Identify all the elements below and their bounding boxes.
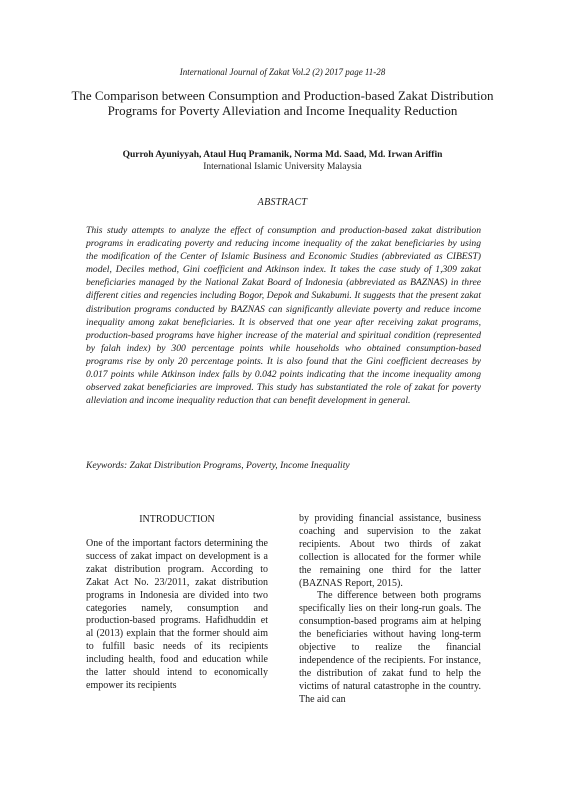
author-affiliation: International Islamic University Malaysia	[203, 162, 362, 172]
introduction-heading: INTRODUCTION	[139, 514, 215, 525]
paper-title: The Comparison between Consumption and Production-based Zakat Distribution Programs for Poverty Alleviation and Income Inequality Reduction	[71, 88, 494, 118]
journal-header: International Journal of Zakat Vol.2 (2) 2017 page 11-28	[179, 67, 386, 77]
abstract-heading: ABSTRACT	[257, 197, 308, 208]
body-column-left	[86, 538, 268, 693]
intro-paragraph-1: One of the important factors determining the success of zakat impact on development is a zakat distribution program. According to Zakat Act No. 23/2011, zakat distribution programs in Indonesia are divided into two categories namely, consumption and production-based programs. Hafidhuddin et al (2013) explain that the former should aim to fulfill basic needs of its recipients including health, food and education while the latter should intend to economically empower its recipients	[86, 538, 268, 691]
intro-paragraph-1-cont: by providing financial assistance, business coaching and supervision to the zakat recipients. About two thirds of zakat collection is allocated for the former while the remaining one third for the latter (BAZNAS Report, 2015).	[299, 513, 481, 589]
keywords-line: Keywords: Zakat Distribution Programs, Poverty, Income Inequality	[86, 460, 350, 471]
abstract-text: This study attempts to analyze the effect of consumption and production-based zakat distribution programs in eradicating poverty and reducing income inequality of the zakat beneficiaries by using the modification of the Center of Islamic Business and Economic Studies (abbreviated as CIBEST) model, Deciles method, Gini coefficient and Atkinson index. It takes the case study of 1,309 zakat beneficiaries managed by the National Zakat Board of Indonesia (abbreviated as BAZNAS) in three different cities and regencies including Bogor, Depok and Sukabumi. It suggests that the present zakat distribution programs conducted by BAZNAS can significantly alleviate poverty and reduce income inequality among zakat beneficiaries. It is observed that one year after receiving zakat programs, production-based programs have higher increase of the material and spiritual condition (represented by falah index) by 300 percentage points while households who obtained consumption-based programs rise by only 20 percentage points. It is also found that the Gini coefficient decreases by 0.017 points while Atkinson index falls by 0.042 points indicating that the income inequality among observed zakat beneficiaries are improved. This study has substantiated the role of zakat for poverty alleviation and income inequality reduction that can benefit development in general.	[86, 225, 481, 407]
intro-paragraph-2: The difference between both programs specifically lies on their long-run goals. The consumption-based programs aim at helping the beneficiaries without having long-term objective to realize the financial independence of the recipients. For instance, the distribution of zakat fund to help the victims of natural catastrophe in the country. The aid can	[299, 590, 481, 705]
author-list: Qurroh Ayuniyyah, Ataul Huq Pramanik, Norma Md. Saad, Md. Irwan Ariffin	[122, 150, 443, 160]
body-column-right	[299, 513, 481, 707]
